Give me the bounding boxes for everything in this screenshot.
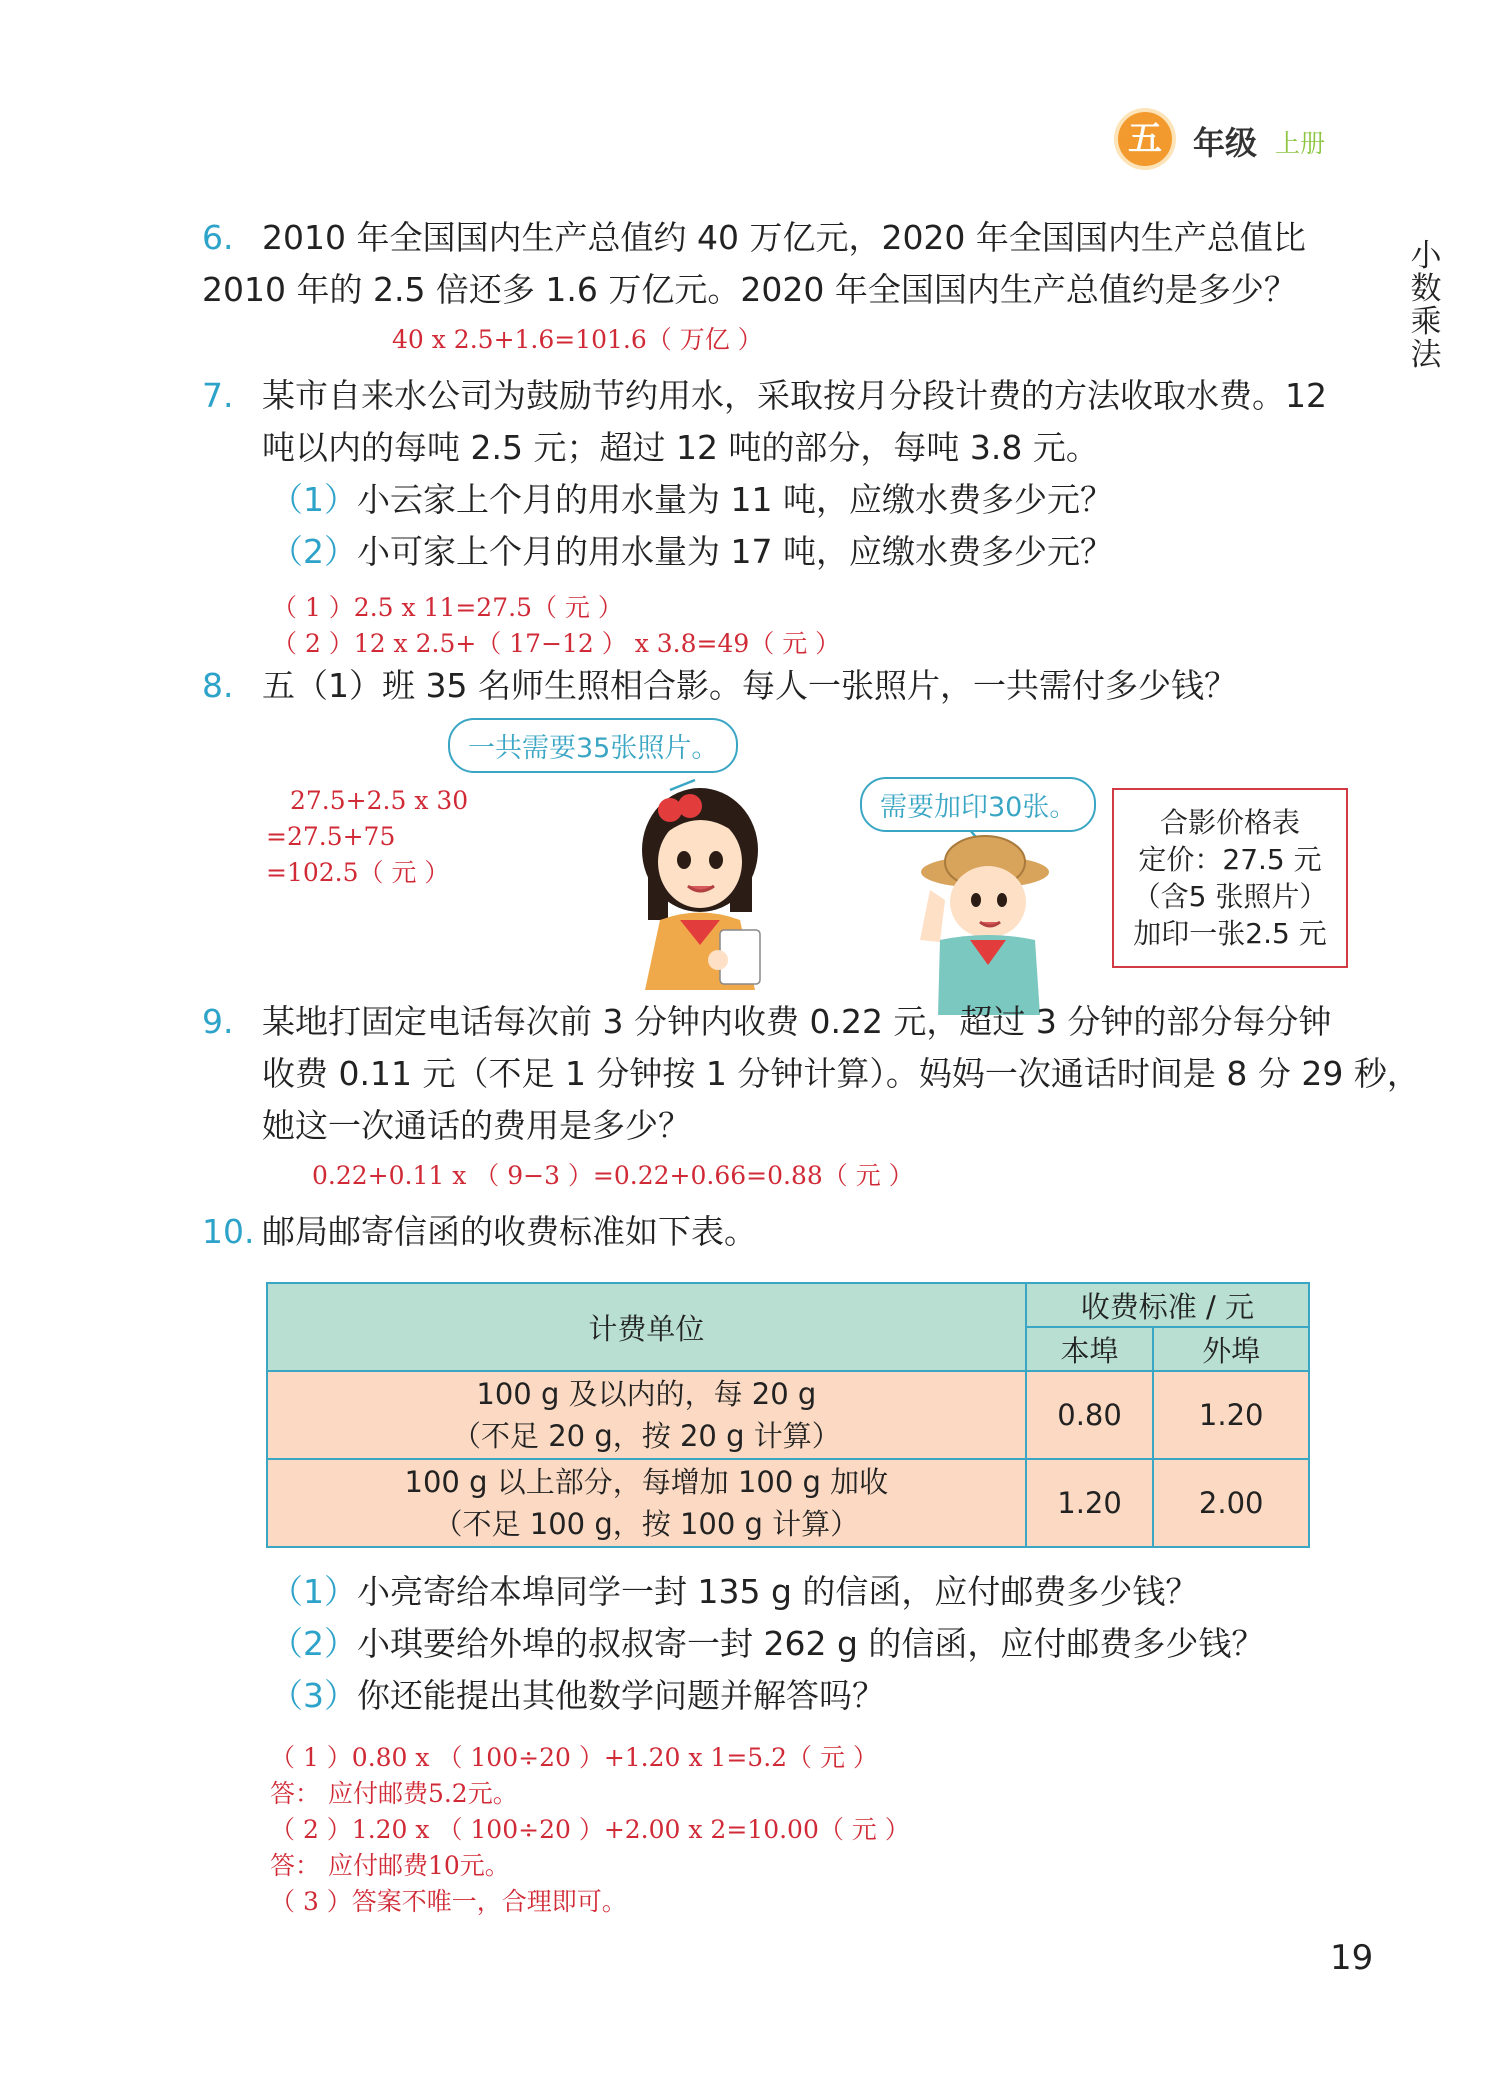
- q10-sub2-number: （2）: [270, 1624, 357, 1663]
- q7-number: 7.: [202, 376, 234, 415]
- q6-number: 6.: [202, 218, 234, 257]
- fee-row2-line1: 100 g 以上部分，每增加 100 g 加收: [404, 1465, 889, 1499]
- price-box-line2: （含5 张照片）: [1132, 880, 1328, 913]
- photo-price-box: [1112, 788, 1348, 968]
- fee-table-header-unit: 计费单位: [267, 1283, 1026, 1371]
- q9-text-line3: 她这一次通话的费用是多少？: [262, 1106, 691, 1145]
- chapter-side-title: [1408, 240, 1444, 372]
- side-char: 数: [1410, 271, 1442, 307]
- q7-sub2-text: 小可家上个月的用水量为 17 吨，应缴水费多少元？: [357, 532, 1113, 571]
- fee-row1-line2: （不足 20 g，按 20 g 计算）: [451, 1419, 841, 1453]
- q7-sub1: [270, 474, 1113, 526]
- fee-table-row2-unit: [267, 1459, 1026, 1547]
- q6-text-line2: 2010 年的 2.5 倍还多 1.6 万亿元。2020 年全国国内生产总值约是多少？: [202, 270, 1297, 309]
- q10-sub1: [270, 1566, 1198, 1618]
- q10-answer-line4: 答： 应付邮费10元。: [270, 1851, 510, 1880]
- q7-sub1-number: （1）: [270, 480, 357, 519]
- q7-text-line2: 吨以内的每吨 2.5 元；超过 12 吨的部分，每吨 3.8 元。: [262, 428, 1099, 467]
- q8-answer-line2: =27.5+75: [266, 822, 396, 851]
- girl-illustration: [600, 770, 810, 990]
- girl-speech-bubble: 一共需要35张照片。: [448, 718, 738, 773]
- q8-answer-line3: =102.5（ 元 ）: [266, 858, 450, 887]
- side-char: 小: [1410, 238, 1442, 274]
- fee-row2-line2: （不足 100 g，按 100 g 计算）: [433, 1507, 860, 1541]
- fee-table-row: [267, 1371, 1309, 1459]
- price-box-title: 合影价格表: [1159, 806, 1300, 839]
- price-box-line1: 定价：27.5 元: [1138, 843, 1322, 876]
- fee-table-row: [267, 1459, 1309, 1547]
- q7-sub1-text: 小云家上个月的用水量为 11 吨，应缴水费多少元？: [357, 480, 1113, 519]
- q7-answer1: （ 1 ）2.5 x 11=27.5（ 元 ）: [272, 593, 623, 622]
- grade-badge-label: 五: [1128, 119, 1162, 159]
- q9-answer: 0.22+0.11 x （ 9−3 ）=0.22+0.66=0.88（ 元 ）: [312, 1161, 914, 1190]
- q10-sub3-text: 你还能提出其他数学问题并解答吗？: [357, 1676, 885, 1715]
- q9-text-line1: 某地打固定电话每次前 3 分钟内收费 0.22 元，超过 3 分钟的部分每分钟: [262, 1002, 1332, 1041]
- q7-answer2: （ 2 ）12 x 2.5+（ 17−12 ） x 3.8=49（ 元 ）: [272, 629, 841, 658]
- side-char: 法: [1410, 337, 1442, 373]
- fee-table-header-fee: 收费标准 / 元: [1026, 1283, 1309, 1327]
- fee-table-row2-remote: 2.00: [1153, 1459, 1309, 1547]
- fee-row1-line1: 100 g 及以内的，每 20 g: [476, 1377, 817, 1411]
- fee-table-row1-remote: 1.20: [1153, 1371, 1309, 1459]
- q10-answer-line2: 答： 应付邮费5.2元。: [270, 1779, 518, 1808]
- q6-answer: 40 x 2.5+1.6=101.6（ 万亿 ）: [392, 325, 763, 354]
- q10-sub2-text: 小琪要给外埠的叔叔寄一封 262 g 的信函，应付邮费多少钱？: [357, 1624, 1265, 1663]
- q10-number: 10.: [202, 1212, 255, 1251]
- q9-number: 9.: [202, 1002, 234, 1041]
- q7-sub2-number: （2）: [270, 532, 357, 571]
- fee-table-row1-local: 0.80: [1026, 1371, 1154, 1459]
- q10-sub1-text: 小亮寄给本埠同学一封 135 g 的信函，应付邮费多少钱？: [357, 1572, 1199, 1611]
- boy-speech-bubble: 需要加印30张。: [860, 777, 1096, 832]
- q8-text-line1: 五（1）班 35 名师生照相合影。每人一张照片，一共需付多少钱？: [262, 666, 1237, 705]
- side-char: 乘: [1410, 304, 1442, 340]
- q10-answer-line3: （ 2 ）1.20 x （ 100÷20 ）+2.00 x 2=10.00（ 元 ）: [270, 1815, 910, 1844]
- q10-sub3-number: （3）: [270, 1676, 357, 1715]
- q6-text-line1: 2010 年全国国内生产总值约 40 万亿元，2020 年全国国内生产总值比: [262, 218, 1306, 257]
- q7-text-line1: 某市自来水公司为鼓励节约用水，采取按月分段计费的方法收取水费。12: [262, 376, 1327, 415]
- q8-answer-line1: 27.5+2.5 x 30: [290, 786, 469, 815]
- grade-badge: [1118, 112, 1172, 166]
- boy-illustration: [900, 830, 1075, 1015]
- q10-sub2: [270, 1618, 1264, 1670]
- q10-text-line1: 邮局邮寄信函的收费标准如下表。: [262, 1212, 757, 1251]
- fee-table-header-remote: 外埠: [1153, 1327, 1309, 1371]
- fee-table-row2-local: 1.20: [1026, 1459, 1154, 1547]
- page-number: 19: [1330, 1938, 1374, 1978]
- volume-label: 上册: [1275, 129, 1326, 158]
- grade-label: 年级: [1193, 124, 1258, 162]
- price-box-line3: 加印一张2.5 元: [1133, 917, 1327, 950]
- q10-sub3: [270, 1670, 885, 1722]
- q7-sub2: [270, 526, 1113, 578]
- q10-sub1-number: （1）: [270, 1572, 357, 1611]
- postage-fee-table: [266, 1282, 1310, 1548]
- q8-number: 8.: [202, 666, 234, 705]
- fee-table-row1-unit: [267, 1371, 1026, 1459]
- q10-answer-line5: （ 3 ）答案不唯一，合理即可。: [270, 1887, 627, 1916]
- q9-text-line2: 收费 0.11 元（不足 1 分钟按 1 分钟计算）。妈妈一次通话时间是 8 分 29 秒，: [262, 1054, 1420, 1093]
- q10-answer-line1: （ 1 ）0.80 x （ 100÷20 ）+1.20 x 1=5.2（ 元 ）: [270, 1743, 878, 1772]
- fee-table-header-local: 本埠: [1026, 1327, 1154, 1371]
